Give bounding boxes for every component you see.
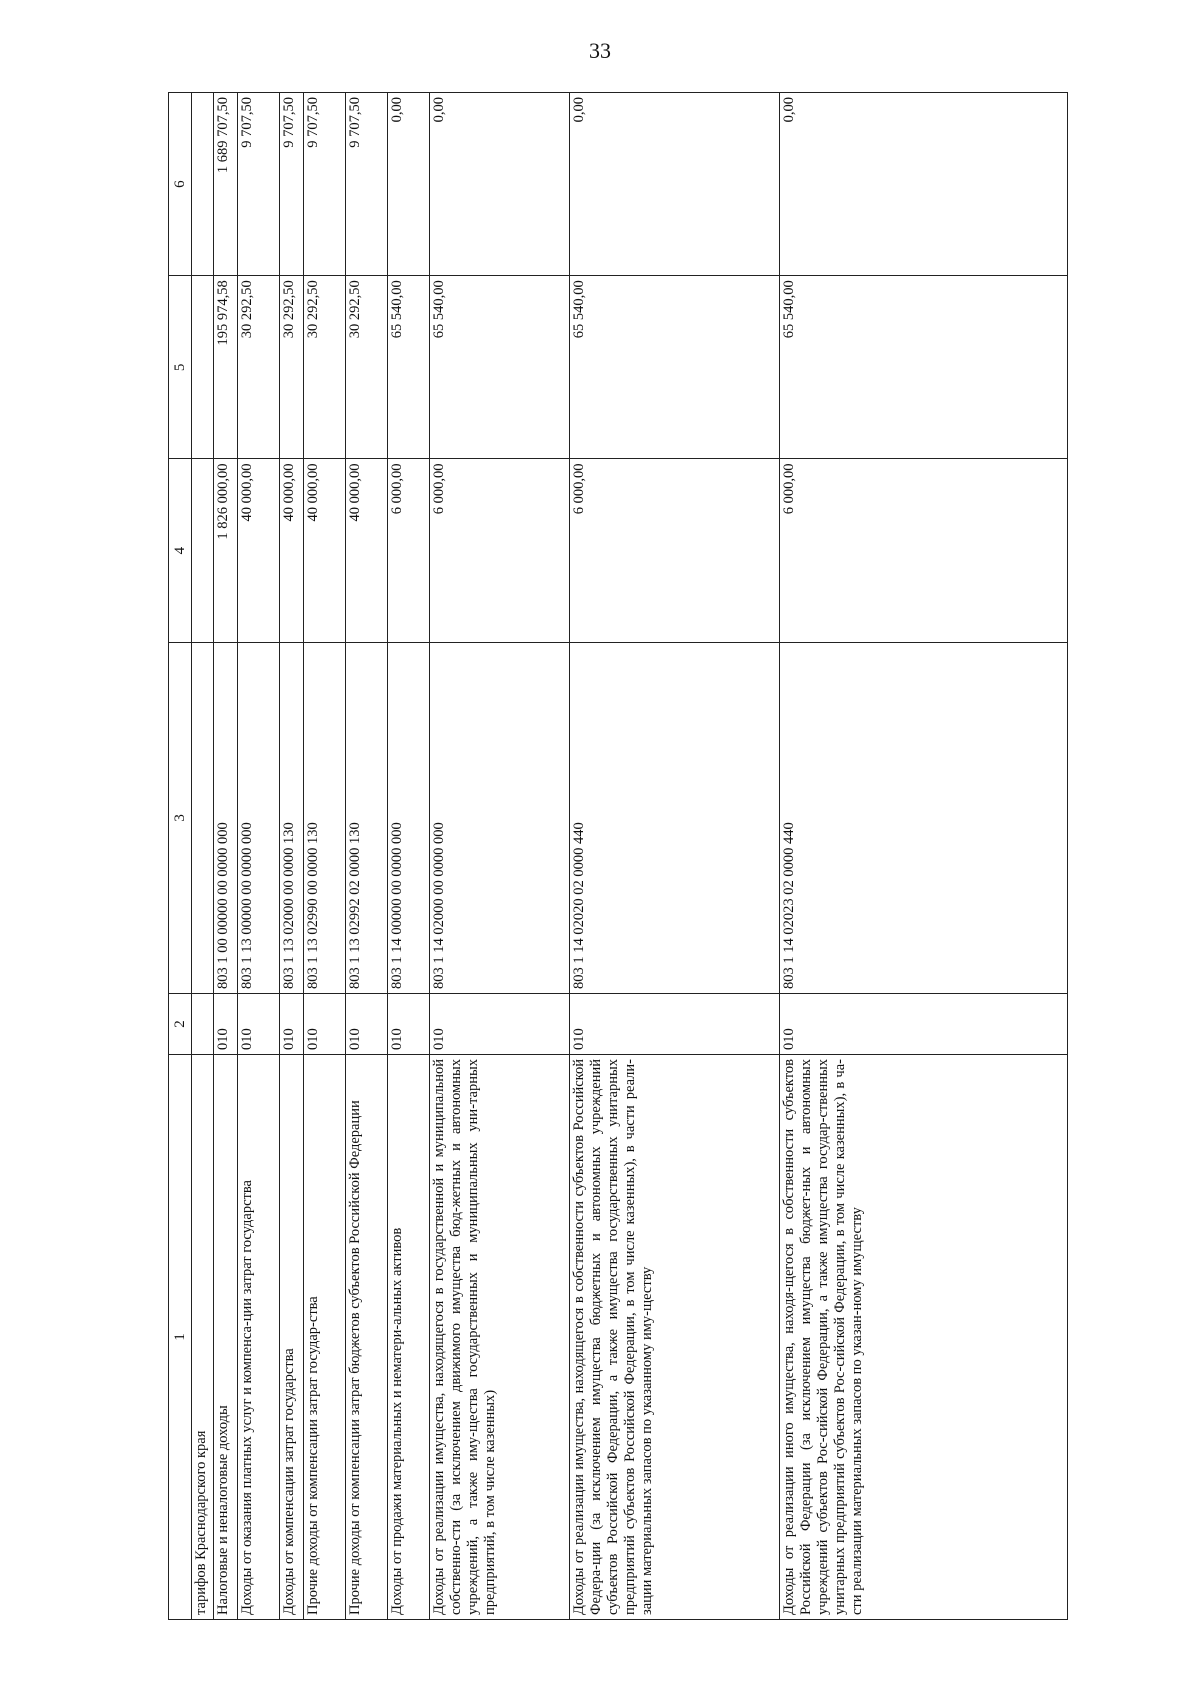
value-cell: 1 689 707,50 (214, 93, 238, 276)
table-row (570, 93, 780, 1620)
revenue-table (168, 92, 1068, 1620)
value-cell: 30 292,50 (346, 276, 388, 459)
value-cell: 65 540,00 (570, 276, 780, 459)
income-name-cell: Доходы от компенсации затрат государства (280, 1055, 304, 1620)
code-cell: 010 (780, 993, 1068, 1054)
budget-code-cell: 803 1 14 02000 00 0000 000 (430, 642, 570, 993)
value-cell: 9 707,50 (346, 93, 388, 276)
table-row (346, 93, 388, 1620)
budget-code-cell (192, 642, 214, 993)
income-name-cell: Доходы от реализации иного имущества, находя-щегося в собственности субъектов Российской Федерации (за исключением имущества бюджет-ных и автономных учреждений субъектов Рос-сийской Федерации, а также имущества государ-ственных унитарных предприятий субъектов Рос-сийской Федерации, в том числе казенных), в ча-сти реализации материальных запасов по указан-ному имуществу (780, 1055, 1068, 1620)
code-cell: 010 (214, 993, 238, 1054)
income-name-cell: Доходы от продажи материальных и нематери-альных активов (388, 1055, 430, 1620)
value-cell: 65 540,00 (780, 276, 1068, 459)
budget-code-cell: 803 1 14 02020 02 0000 440 (570, 642, 780, 993)
column-header: 4 (169, 459, 192, 642)
code-cell: 010 (304, 993, 346, 1054)
table-row (388, 93, 430, 1620)
budget-code-cell: 803 1 14 02023 02 0000 440 (780, 642, 1068, 993)
table-row (430, 93, 570, 1620)
code-cell: 010 (570, 993, 780, 1054)
page-number: 33 (589, 38, 611, 63)
budget-code-cell: 803 1 13 00000 00 0000 000 (238, 642, 280, 993)
code-cell: 010 (430, 993, 570, 1054)
value-cell: 65 540,00 (388, 276, 430, 459)
budget-code-cell: 803 1 13 02990 00 0000 130 (304, 642, 346, 993)
value-cell: 6 000,00 (388, 459, 430, 642)
value-cell (192, 459, 214, 642)
value-cell: 6 000,00 (430, 459, 570, 642)
income-name-cell: тарифов Краснодарского края (192, 1055, 214, 1620)
value-cell: 1 826 000,00 (214, 459, 238, 642)
header-row (169, 93, 192, 1620)
value-cell: 6 000,00 (780, 459, 1068, 642)
code-cell: 010 (388, 993, 430, 1054)
table-row (214, 93, 238, 1620)
table-row (280, 93, 304, 1620)
value-cell: 9 707,50 (280, 93, 304, 276)
table-row (238, 93, 280, 1620)
value-cell: 65 540,00 (430, 276, 570, 459)
table-row (192, 93, 214, 1620)
value-cell: 40 000,00 (304, 459, 346, 642)
value-cell: 9 707,50 (304, 93, 346, 276)
table-row (304, 93, 346, 1620)
value-cell (192, 93, 214, 276)
budget-code-cell: 803 1 13 02992 02 0000 130 (346, 642, 388, 993)
rotated-table-wrapper (168, 92, 1068, 1620)
column-header: 1 (169, 1055, 192, 1620)
value-cell (192, 276, 214, 459)
code-cell: 010 (238, 993, 280, 1054)
code-cell: 010 (346, 993, 388, 1054)
column-header: 3 (169, 642, 192, 993)
column-header: 2 (169, 993, 192, 1054)
value-cell: 9 707,50 (238, 93, 280, 276)
income-name-cell: Доходы от реализации имущества, находящегося в государственной и муниципальной собственно-сти (за исключением движимого имущества бюд-жетных и автономных учреждений, а также иму-щества государственных и муниципальных уни-тарных предприятий, в том числе казенных) (430, 1055, 570, 1620)
income-name-cell: Налоговые и неналоговые доходы (214, 1055, 238, 1620)
value-cell: 30 292,50 (280, 276, 304, 459)
value-cell: 0,00 (430, 93, 570, 276)
value-cell: 40 000,00 (346, 459, 388, 642)
value-cell: 40 000,00 (280, 459, 304, 642)
value-cell: 0,00 (388, 93, 430, 276)
value-cell: 0,00 (780, 93, 1068, 276)
column-header: 6 (169, 93, 192, 276)
budget-code-cell: 803 1 14 00000 00 0000 000 (388, 642, 430, 993)
value-cell: 195 974,58 (214, 276, 238, 459)
income-name-cell: Доходы от оказания платных услуг и компенса-ции затрат государства (238, 1055, 280, 1620)
value-cell: 30 292,50 (304, 276, 346, 459)
code-cell: 010 (280, 993, 304, 1054)
value-cell: 40 000,00 (238, 459, 280, 642)
income-name-cell: Доходы от реализации имущества, находящегося в собственности субъектов Российской Федера-ции (за исключением имущества бюджетных и автономных учреждений субъектов Российской Федерации, а также имущества государственных унитарных предприятий субъектов Российской Федерации, в том числе казенных), в части реали-зации материальных запасов по указанному иму-ществу (570, 1055, 780, 1620)
value-cell: 30 292,50 (238, 276, 280, 459)
code-cell (192, 993, 214, 1054)
column-header: 5 (169, 276, 192, 459)
income-name-cell: Прочие доходы от компенсации затрат бюджетов субъектов Российской Федерации (346, 1055, 388, 1620)
value-cell: 0,00 (570, 93, 780, 276)
table-row (780, 93, 1068, 1620)
budget-code-cell: 803 1 00 00000 00 0000 000 (214, 642, 238, 993)
income-name-cell: Прочие доходы от компенсации затрат государ-ства (304, 1055, 346, 1620)
budget-code-cell: 803 1 13 02000 00 0000 130 (280, 642, 304, 993)
value-cell: 6 000,00 (570, 459, 780, 642)
